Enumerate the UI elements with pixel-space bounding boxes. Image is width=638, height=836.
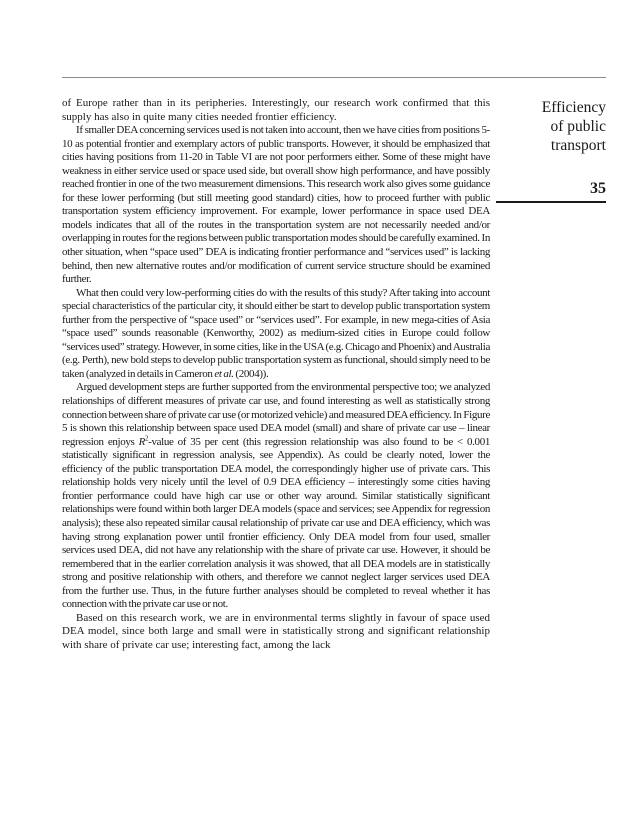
paragraph [62,612,490,653]
paragraph [62,124,490,287]
paragraph-text: What then could very low-performing cities do with the results of this study? After taking into account special characteristics of the particular city, it should either be start to develop public transportation system further from the perspective of “space used” or “services used”. For example, in new mega-cities of Asia “space used” sounds reasonable (Kenworthy, 2002) as medium-sized cities in Europe could follow “services used” strategy. However, in some cities, like in the USA (e.g. Chicago and Phoenix) and Australia (e.g. Perth), new bold steps to develop public transportation system as functional, should simply need to be taken (analyzed in details in Cameron [62,286,490,380]
paragraph [62,381,490,611]
citation-italic: et al. [214,367,234,380]
side-rule [496,201,606,203]
paragraph [62,287,490,382]
page-number: 35 [590,180,606,197]
paragraph-text: (2004)). [233,367,269,380]
math-symbol: R [138,435,145,448]
header-rule [62,77,606,78]
running-head-line: Efficiency [541,99,606,116]
article-body [62,97,490,652]
paragraph-text: Argued development steps are further supported from the environmental perspective too; we analyzed relationships of different measures of private car use, and found interesting as well as statistically strong connection between share of private car use (or motorized vehicle) and measured DEA efficiency. In Figure 5 is shown this relationship between space used DEA model (small) and share of private car use – linear regression enjoys [62,381,490,448]
running-head [510,98,606,155]
paragraph-text: If smaller DEA concerning services used is not taken into account, then we have cities from positions 5-10 as potential frontier and exemplary actors of public transports. However, it should be emphasized that cities having positions from 11-20 in Table VI are not poor performers either. Some of these might have weakness in either service used or space used side, but overall show high performance, and have possibly reached frontier in one of the two measurement dimensions. This research work also gives some guidance for these lower performing (but still meeting good standard) cities, how to proceed further with public transportation system efficiency improvement. For example, lower performance in space used DEA models indicates that all of the routes in the transportation system are not necessarily needed and/or overlapping in routes for the regions between public transportation modes should be carefully examined. In other situation, when “space used” DEA is indicating frontier performance and “services used” is lacking behind, then new alternative routes and/or modification of current service structure should be examined further. [62,124,490,286]
running-head-line: transport [550,137,606,154]
paragraph [62,97,490,124]
running-head-line: of public [550,118,606,135]
paragraph-text: Based on this research work, we are in environmental terms slightly in favour of space used DEA model, since both large and small were in statistically strong and significant relationship with share of private car use; interesting fact, among the lack [62,611,490,651]
paragraph-text: -value of 35 per cent (this regression relationship was also found to be < 0.001 statistically significant in regression analysis, see Appendix). As could be clearly noted, lower the efficiency of the public transportation DEA model, the correspondingly higher use of private cars. This relationship holds very nicely until the level of 0.9 DEA efficiency – interestingly some cities having frontier performance could have high car use or other way around. Similar statistically significant relationships were found within both larger DEA models (space and services; see Appendix for regression analysis); these also repeated similar causal relationship of private car use and DEA efficiency, which was having strong explanation power until frontier efficiency. Only DEA model from four used, smaller services used DEA, did not have any relationship with the share of private car use. However, it should be remembered that in the earlier correlation analysis it was showed, that all DEA models are in statistically strong and positive relationship with others, and therefore we cannot neglect larger services used DEA from the further use. Thus, in the future further analyses should be completed to reveal whether it has connection with the private car use or not. [62,435,490,611]
superscript: 2 [144,434,149,443]
paragraph-text: of Europe rather than in its peripheries. Interestingly, our research work confirmed that this supply has also in quite many cities needed frontier efficiency. [62,97,490,123]
